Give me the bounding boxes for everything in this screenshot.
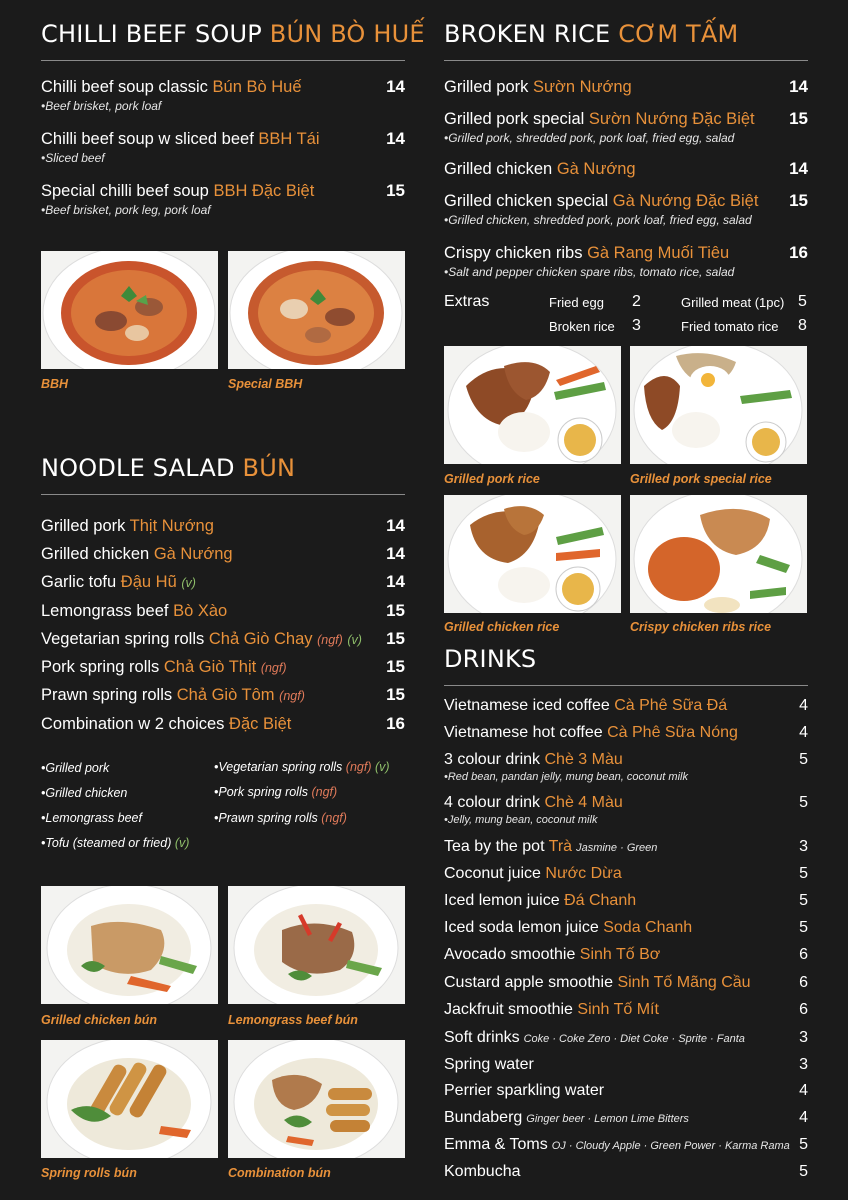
drink-item (444, 724, 808, 742)
item-price: 14 (386, 516, 405, 535)
item-price: 15 (386, 601, 405, 620)
ngf-tag: (ngf) (317, 633, 343, 647)
menu-item (41, 714, 405, 734)
item-description: •Sliced beef (41, 151, 105, 165)
item-name: Bundaberg (444, 1109, 523, 1126)
menu-item (444, 191, 808, 227)
item-name: Grilled pork special (444, 110, 585, 128)
item-name-vi: Bò Xào (173, 602, 228, 620)
photo-caption: Grilled chicken bún (41, 1013, 157, 1027)
food-photo-lemongrass-beef-bun (228, 886, 405, 1004)
menu-item (41, 77, 405, 113)
section-divider (444, 685, 808, 686)
food-photo-special-bbh (228, 251, 405, 369)
item-price: 3 (799, 1056, 808, 1073)
menu-item (41, 601, 405, 621)
item-name-vi: Bún Bò Huế (212, 78, 302, 96)
item-name: Vietnamese hot coffee (444, 724, 603, 741)
drink-item (444, 1163, 808, 1181)
extras-list (444, 293, 808, 339)
menu-item (444, 159, 808, 179)
extra-price: 5 (798, 293, 807, 310)
item-note: Ginger beer · Lemon Lime Bitters (526, 1113, 689, 1125)
item-name: Grilled chicken (41, 545, 150, 563)
item-price: 14 (386, 77, 405, 96)
item-price: 15 (789, 109, 808, 128)
vegetarian-tag: (v) (374, 760, 390, 774)
drink-item (444, 974, 808, 992)
item-name: Lemongrass beef (41, 602, 169, 620)
section-title-com-tam (444, 20, 738, 48)
item-name: Special chilli beef soup (41, 182, 209, 200)
item-price: 14 (386, 572, 405, 591)
choice-option: •Grilled chicken (41, 786, 128, 800)
extra-price: 3 (632, 317, 641, 334)
choice-option: •Grilled pork (41, 761, 110, 775)
item-name-vi: Chả Giò Chay (208, 630, 313, 648)
item-name-vi: Gà Nướng (556, 160, 636, 178)
item-price: 5 (799, 1163, 808, 1180)
item-description: •Beef brisket, pork loaf (41, 99, 162, 113)
section-title-en: CHILLI BEEF SOUP (41, 20, 262, 48)
extra-name: Grilled meat (1pc) (681, 295, 785, 310)
item-price: 15 (386, 657, 405, 676)
item-name: Iced soda lemon juice (444, 919, 599, 936)
menu-item (444, 77, 808, 97)
photo-caption: Grilled chicken rice (444, 620, 560, 634)
drink-item (444, 838, 808, 856)
item-name-vi: Sườn Nướng Đặc Biệt (588, 110, 755, 128)
choice-option: •Lemongrass beef (41, 811, 142, 825)
item-price: 16 (386, 714, 405, 733)
item-name-vi: BBH Tái (258, 130, 320, 148)
vegetarian-tag: (v) (174, 836, 190, 850)
choice-option (41, 836, 189, 850)
choice-option-text: •Tofu (steamed or fried) (41, 836, 172, 850)
section-title-en: BROKEN RICE (444, 20, 611, 48)
item-name: Vegetarian spring rolls (41, 630, 205, 648)
item-name: Grilled pork (444, 78, 529, 96)
drink-item (444, 1136, 808, 1154)
item-name: Chilli beef soup w sliced beef (41, 130, 254, 148)
item-name-vi: Sinh Tố Mãng Cầu (617, 974, 751, 991)
drink-item (444, 1109, 808, 1127)
item-name-vi: Sinh Tố Bơ (579, 946, 661, 963)
item-price: 3 (799, 1029, 808, 1046)
item-name-vi: Đặc Biệt (229, 715, 292, 733)
item-name-vi: BBH Đặc Biệt (213, 182, 315, 200)
extra-name: Fried tomato rice (681, 319, 779, 334)
item-name: Emma & Toms (444, 1136, 548, 1153)
extra-name: Fried egg (549, 295, 604, 310)
item-price: 15 (386, 181, 405, 200)
item-name: 4 colour drink (444, 794, 541, 811)
item-price: 6 (799, 946, 808, 963)
item-name: Garlic tofu (41, 573, 117, 591)
extra-price: 8 (798, 317, 807, 334)
drink-item (444, 1029, 808, 1047)
drink-item (444, 865, 808, 883)
item-price: 5 (799, 892, 808, 909)
food-photo-spring-rolls-bun (41, 1040, 218, 1158)
choice-option-text: •Pork spring rolls (214, 785, 308, 799)
item-name: Prawn spring rolls (41, 686, 173, 704)
item-name-vi: Gà Rang Muối Tiêu (587, 244, 730, 262)
photo-caption: Grilled pork rice (444, 472, 540, 486)
menu-item (41, 516, 405, 536)
photo-caption: Grilled pork special rice (630, 472, 772, 486)
food-photo-grilled-pork-rice (444, 346, 621, 464)
item-name-vi: Sinh Tố Mít (577, 1001, 659, 1018)
section-title-vi: BÚN BÒ HUẾ (269, 20, 425, 48)
item-description: •Beef brisket, pork leg, pork loaf (41, 203, 211, 217)
item-name-vi: Đậu Hũ (120, 573, 177, 591)
drink-item (444, 1001, 808, 1019)
food-photo-grilled-chicken-rice (444, 495, 621, 613)
item-name-vi: Chả Giò Tôm (176, 686, 275, 704)
food-photo-combination-bun (228, 1040, 405, 1158)
section-divider (41, 494, 405, 495)
choice-option-text: •Prawn spring rolls (214, 811, 318, 825)
item-description: •Grilled chicken, shredded pork, pork loaf, fried egg, salad (444, 213, 752, 227)
item-price: 5 (799, 751, 808, 768)
ngf-tag: (ngf) (311, 785, 338, 799)
item-name-vi: Chè 3 Màu (544, 751, 623, 768)
item-name-vi: Gà Nướng Đặc Biệt (612, 192, 759, 210)
section-divider (41, 60, 405, 61)
menu-item (41, 129, 405, 165)
item-description: •Grilled pork, shredded pork, pork loaf, fried egg, salad (444, 131, 735, 145)
ngf-tag: (ngf) (345, 760, 372, 774)
ngf-tag: (ngf) (321, 811, 347, 825)
item-name-vi: Sườn Nướng (532, 78, 632, 96)
item-note: Coke · Coke Zero · Diet Coke · Sprite · Fanta (523, 1033, 745, 1045)
food-photo-bbh (41, 251, 218, 369)
item-price: 14 (789, 77, 808, 96)
item-name: Crispy chicken ribs (444, 244, 583, 262)
ngf-tag: (ngf) (260, 661, 287, 675)
item-name: Coconut juice (444, 865, 541, 882)
food-photo-crispy-chicken-ribs-rice (630, 495, 807, 613)
drink-item (444, 794, 808, 826)
item-price: 15 (386, 685, 405, 704)
item-price: 14 (386, 129, 405, 148)
item-name-vi: Thịt Nướng (129, 517, 214, 535)
item-name: Iced lemon juice (444, 892, 560, 909)
item-price: 15 (789, 191, 808, 210)
item-name: Combination w 2 choices (41, 715, 225, 733)
drink-item (444, 919, 808, 937)
menu-item (41, 572, 405, 592)
menu-item (444, 243, 808, 279)
section-title-bbh (41, 20, 425, 48)
drink-item (444, 697, 808, 715)
section-divider (444, 60, 808, 61)
menu-item (41, 629, 405, 649)
section-title-bun (41, 454, 295, 482)
item-name: Vietnamese iced coffee (444, 697, 610, 714)
menu-item (41, 685, 405, 705)
item-name: 3 colour drink (444, 751, 541, 768)
item-price: 6 (799, 974, 808, 991)
item-description: •Salt and pepper chicken spare ribs, tomato rice, salad (444, 265, 735, 279)
item-name: Grilled chicken (444, 160, 553, 178)
item-price: 4 (799, 724, 808, 741)
photo-caption: Spring rolls bún (41, 1166, 137, 1180)
menu-item (41, 544, 405, 564)
item-price: 5 (799, 919, 808, 936)
item-price: 4 (799, 697, 808, 714)
choice-option-text: •Vegetarian spring rolls (214, 760, 343, 774)
item-name-vi: Gà Nướng (153, 545, 233, 563)
choice-option (214, 811, 347, 825)
item-name: Grilled chicken special (444, 192, 609, 210)
item-price: 5 (799, 865, 808, 882)
food-photo-grilled-chicken-bun (41, 886, 218, 1004)
item-price: 16 (789, 243, 808, 262)
item-description: •Jelly, mung bean, coconut milk (444, 814, 598, 826)
item-name: Jackfruit smoothie (444, 1001, 573, 1018)
item-name-vi: Cà Phê Sữa Nóng (607, 724, 738, 741)
item-note: OJ · Cloudy Apple · Green Power · Karma Rama (551, 1140, 790, 1152)
photo-caption: Special BBH (228, 377, 303, 391)
item-name-vi: Trà (548, 838, 573, 855)
section-title-vi: BÚN (242, 454, 296, 482)
photo-caption: Crispy chicken ribs rice (630, 620, 772, 634)
item-name: Kombucha (444, 1163, 521, 1180)
item-note: Jasmine · Green (576, 842, 658, 854)
vegetarian-tag: (v) (181, 576, 196, 590)
item-price: 4 (799, 1109, 808, 1126)
photo-caption: Combination bún (228, 1166, 331, 1180)
extra-name: Broken rice (549, 319, 615, 334)
item-name-vi: Đá Chanh (564, 892, 637, 909)
item-name-vi: Cà Phê Sữa Đá (614, 697, 728, 714)
item-description: •Red bean, pandan jelly, mung bean, coconut milk (444, 771, 688, 783)
drink-item (444, 1082, 808, 1100)
drink-item (444, 892, 808, 910)
item-price: 5 (799, 1136, 808, 1153)
ngf-tag: (ngf) (279, 689, 305, 703)
item-name: Avocado smoothie (444, 946, 576, 963)
item-name: Soft drinks (444, 1029, 520, 1046)
item-price: 14 (386, 544, 405, 563)
choice-option (214, 760, 390, 774)
section-title-drinks: DRINKS (444, 645, 537, 673)
item-name-vi: Soda Chanh (603, 919, 693, 936)
item-name: Spring water (444, 1056, 534, 1073)
section-title-en: NOODLE SALAD (41, 454, 235, 482)
photo-caption: BBH (41, 377, 69, 391)
item-price: 14 (789, 159, 808, 178)
item-name: Chilli beef soup classic (41, 78, 208, 96)
drink-item (444, 751, 808, 783)
item-name: Custard apple smoothie (444, 974, 613, 991)
item-price: 3 (799, 838, 808, 855)
item-name-vi: Nước Dừa (545, 865, 622, 882)
item-name: Grilled pork (41, 517, 126, 535)
item-price: 15 (386, 629, 405, 648)
food-photo-grilled-pork-special-rice (630, 346, 807, 464)
menu-item (41, 657, 405, 677)
extra-price: 2 (632, 293, 641, 310)
item-name: Perrier sparkling water (444, 1082, 605, 1099)
choice-option (214, 785, 337, 799)
drink-item (444, 1056, 808, 1074)
item-name-vi: Chè 4 Màu (544, 794, 623, 811)
item-name: Tea by the pot (444, 838, 545, 855)
section-title-vi: CƠM TẤM (618, 20, 739, 48)
item-price: 5 (799, 794, 808, 811)
menu-item (41, 181, 405, 217)
drink-item (444, 946, 808, 964)
item-price: 6 (799, 1001, 808, 1018)
item-name: Pork spring rolls (41, 658, 160, 676)
photo-caption: Lemongrass beef bún (228, 1013, 358, 1027)
item-name-vi: Chả Giò Thịt (163, 658, 257, 676)
extras-label: Extras (444, 293, 490, 310)
menu-item (444, 109, 808, 145)
vegetarian-tag: (v) (347, 633, 362, 647)
item-price: 4 (799, 1082, 808, 1099)
